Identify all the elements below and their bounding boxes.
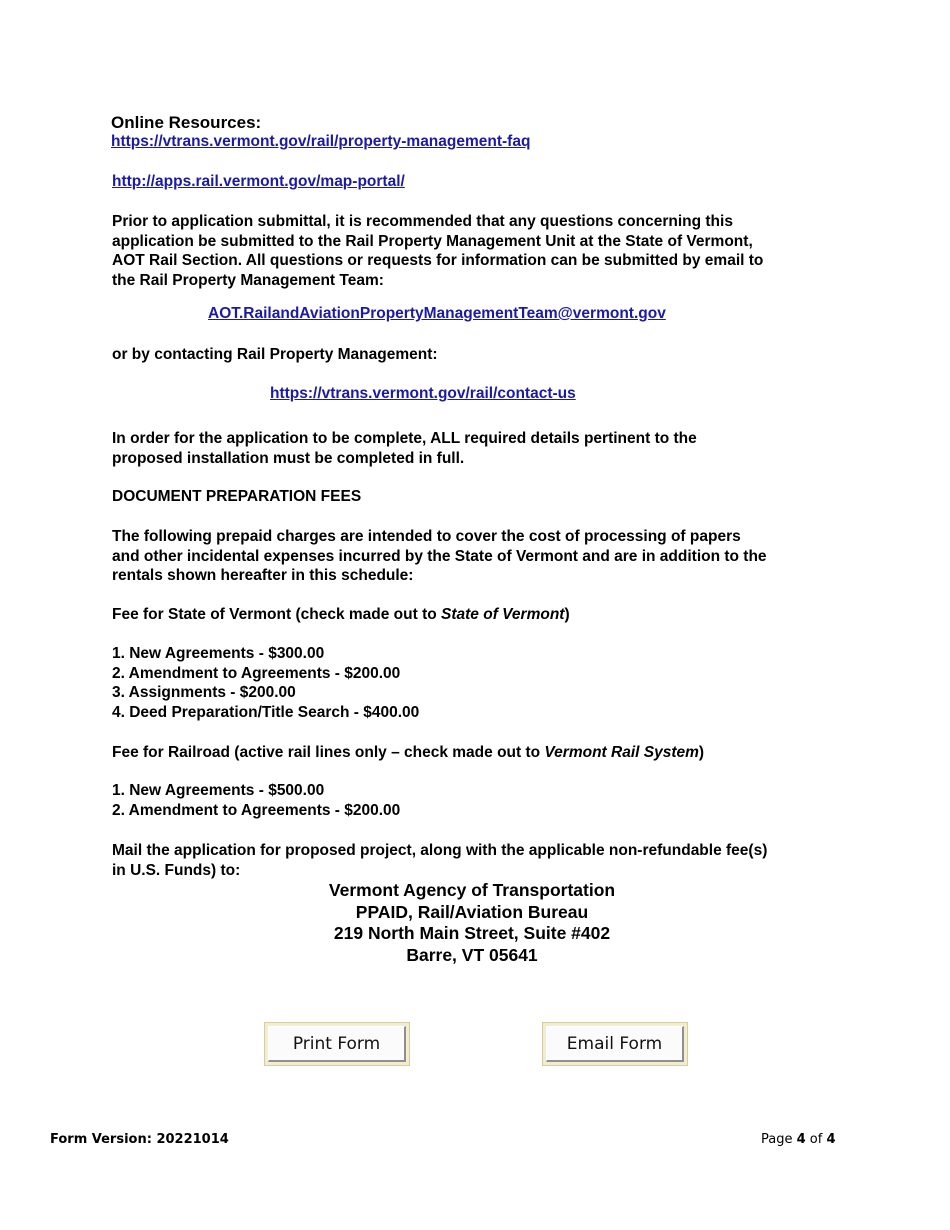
- state-fee-label-prefix: Fee for State of Vermont (check made out to: [112, 606, 442, 623]
- contact-line: or by contacting Rail Property Management:: [112, 346, 438, 363]
- address-line: Barre, VT 05641: [406, 944, 538, 965]
- state-fee-payee: State of Vermont: [441, 606, 565, 623]
- railroad-fee-label-prefix: Fee for Railroad (active rail lines only – check made out to: [112, 744, 545, 761]
- list-item: 2. Amendment to Agreements - $200.00: [112, 801, 401, 819]
- form-version: Form Version: 20221014: [50, 1132, 229, 1147]
- mailing-address: [222, 880, 722, 966]
- page-of: of: [805, 1132, 827, 1147]
- print-form-button-frame: [264, 1022, 410, 1066]
- intro-line: the Rail Property Management Team:: [112, 271, 384, 289]
- mail-paragraph: [112, 841, 872, 880]
- faq-link[interactable]: https://vtrans.vermont.gov/rail/property-management-faq: [111, 133, 531, 150]
- completion-line: In order for the application to be complete, ALL required details pertinent to the: [112, 430, 697, 447]
- page-prefix: Page: [761, 1132, 797, 1147]
- fees-heading: DOCUMENT PREPARATION FEES: [112, 488, 362, 505]
- completion-paragraph: [112, 429, 852, 468]
- address-line: 219 North Main Street, Suite #402: [333, 923, 611, 943]
- mail-line: Mail the application for proposed project, along with the applicable non-refundable fee(s): [112, 842, 768, 859]
- railroad-fee-label: [112, 743, 704, 763]
- fees-line: and other incidental expenses incurred by the State of Vermont and are in addition to the: [112, 547, 767, 565]
- intro-paragraph: [112, 212, 852, 290]
- email-form-button[interactable]: Email Form: [546, 1026, 684, 1062]
- list-item: 1. New Agreements - $300.00: [112, 645, 325, 662]
- railroad-fee-payee: Vermont Rail System: [544, 744, 699, 761]
- intro-line: application be submitted to the Rail Property Management Unit at the State of Vermont,: [112, 232, 753, 250]
- list-item: 2. Amendment to Agreements - $200.00: [112, 664, 401, 682]
- fees-line: The following prepaid charges are intended to cover the cost of processing of papers: [112, 528, 741, 545]
- state-fee-label-suffix: ): [564, 606, 570, 623]
- email-form-button-frame: [542, 1022, 688, 1066]
- list-item: 3. Assignments - $200.00: [112, 684, 296, 701]
- contact-email-link[interactable]: AOT.RailandAviationPropertyManagementTeam@vermont.gov: [208, 305, 666, 322]
- state-fee-label: [112, 605, 570, 625]
- list-item: 4. Deed Preparation/Title Search - $400.00: [112, 703, 420, 721]
- fees-line: rentals shown hereafter in this schedule:: [112, 567, 414, 584]
- fees-paragraph: [112, 527, 852, 586]
- railroad-fee-list: [112, 781, 400, 820]
- list-item: 1. New Agreements - $500.00: [112, 782, 325, 799]
- online-resources-heading: Online Resources:: [111, 113, 262, 132]
- page-current: 4: [796, 1132, 806, 1147]
- address-line: PPAID, Rail/Aviation Bureau: [355, 901, 589, 922]
- intro-line: Prior to application submittal, it is recommended that any questions concerning this: [112, 213, 733, 230]
- mail-line: in U.S. Funds) to:: [112, 861, 241, 879]
- completion-line: proposed installation must be completed in full.: [112, 449, 465, 467]
- address-line: Vermont Agency of Transportation: [328, 880, 616, 900]
- print-form-button[interactable]: Print Form: [268, 1026, 406, 1062]
- railroad-fee-label-suffix: ): [698, 744, 705, 761]
- page-number: [761, 1132, 836, 1147]
- contact-us-link[interactable]: https://vtrans.vermont.gov/rail/contact-us: [270, 385, 576, 402]
- page-total: 4: [826, 1132, 836, 1147]
- state-fee-list: [112, 644, 419, 722]
- intro-line: AOT Rail Section. All questions or requests for information can be submitted by email to: [112, 252, 764, 269]
- map-portal-link[interactable]: http://apps.rail.vermont.gov/map-portal/: [112, 173, 405, 190]
